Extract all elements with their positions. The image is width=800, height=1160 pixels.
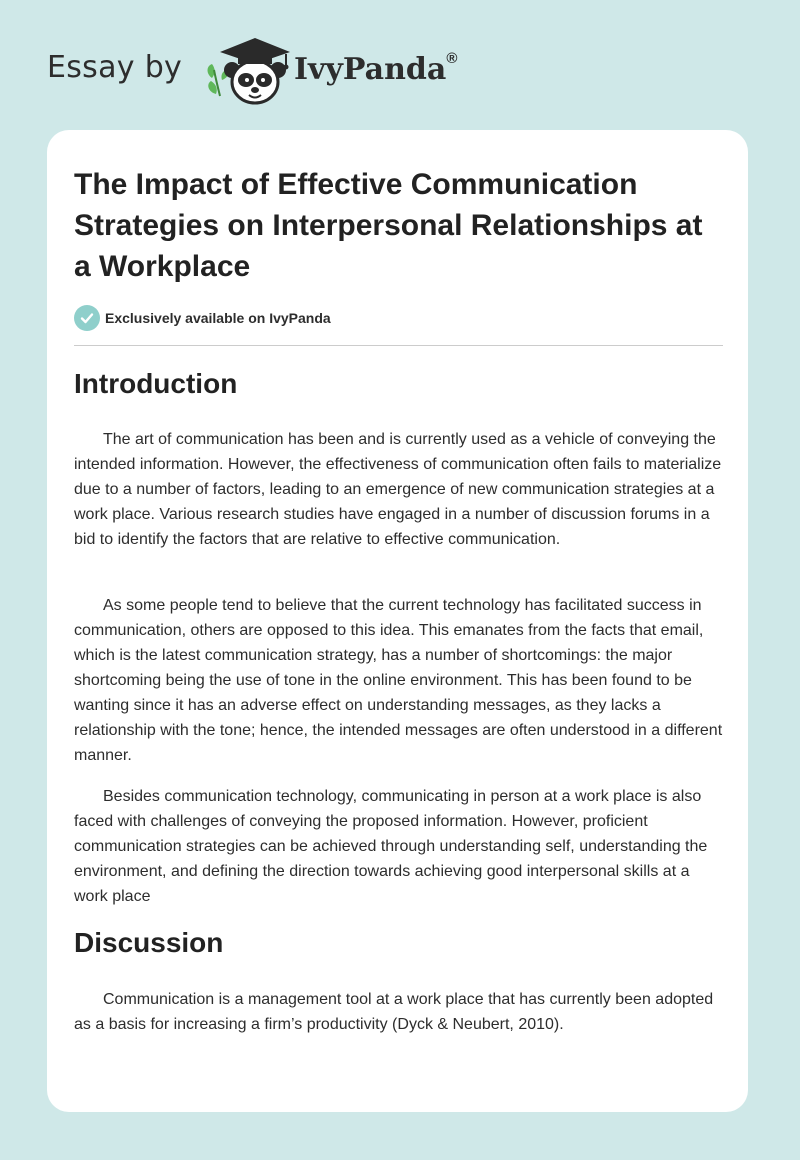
exclusive-label: Exclusively available on IvyPanda bbox=[105, 310, 331, 326]
paragraph: As some people tend to believe that the current technology has facilitated success in communication, others are opposed to this idea. This emanates from the facts that email, which is the latest communication strategy, has a number of shortcomings: the major shortcoming being the use of tone in the online environment. This has been found to be wanting since it has an adverse effect on understanding messages, as they lacks a relationship with the tone; hence, the intended messages are often understood in a different manner. bbox=[74, 597, 723, 764]
brand-name[interactable]: IvyPanda® bbox=[294, 50, 458, 87]
divider bbox=[74, 345, 723, 346]
check-circle-icon bbox=[74, 305, 100, 331]
site-header bbox=[47, 36, 507, 108]
paragraph: Besides communication technology, communicating in person at a work place is also faced with challenges of conveying the proposed information. However, proficient communication strategies can be achieved through understanding self, understanding the environment, and defining the direction towards achieving good interpersonal skills at a work place bbox=[74, 788, 708, 905]
section-heading-discussion: Discussion bbox=[74, 927, 224, 958]
essay-card bbox=[47, 130, 748, 1112]
exclusive-badge bbox=[74, 304, 331, 332]
paragraph: The art of communication has been and is currently used as a vehicle of conveying the intended information. However, the effectiveness of communication often fails to materialize due to a number of factors, leading to an emergence of new communication strategies at a work place. Various research studies have engaged in a number of discussion forums in a bid to identify the factors that are relative to effective communication. bbox=[74, 431, 722, 548]
essay-by-label: Essay by bbox=[47, 50, 183, 85]
panda-graduate-icon bbox=[202, 36, 298, 108]
section-heading-introduction: Introduction bbox=[74, 368, 238, 399]
paragraph: Communication is a management tool at a work place that has currently been adopted as a basis for increasing a firm’s productivity (Dyck & Neubert, 2010). bbox=[74, 991, 714, 1033]
registered-mark: ® bbox=[446, 50, 458, 67]
essay-title: The Impact of Effective Communication Strategies on Interpersonal Relationships at a Workplace bbox=[74, 168, 703, 283]
